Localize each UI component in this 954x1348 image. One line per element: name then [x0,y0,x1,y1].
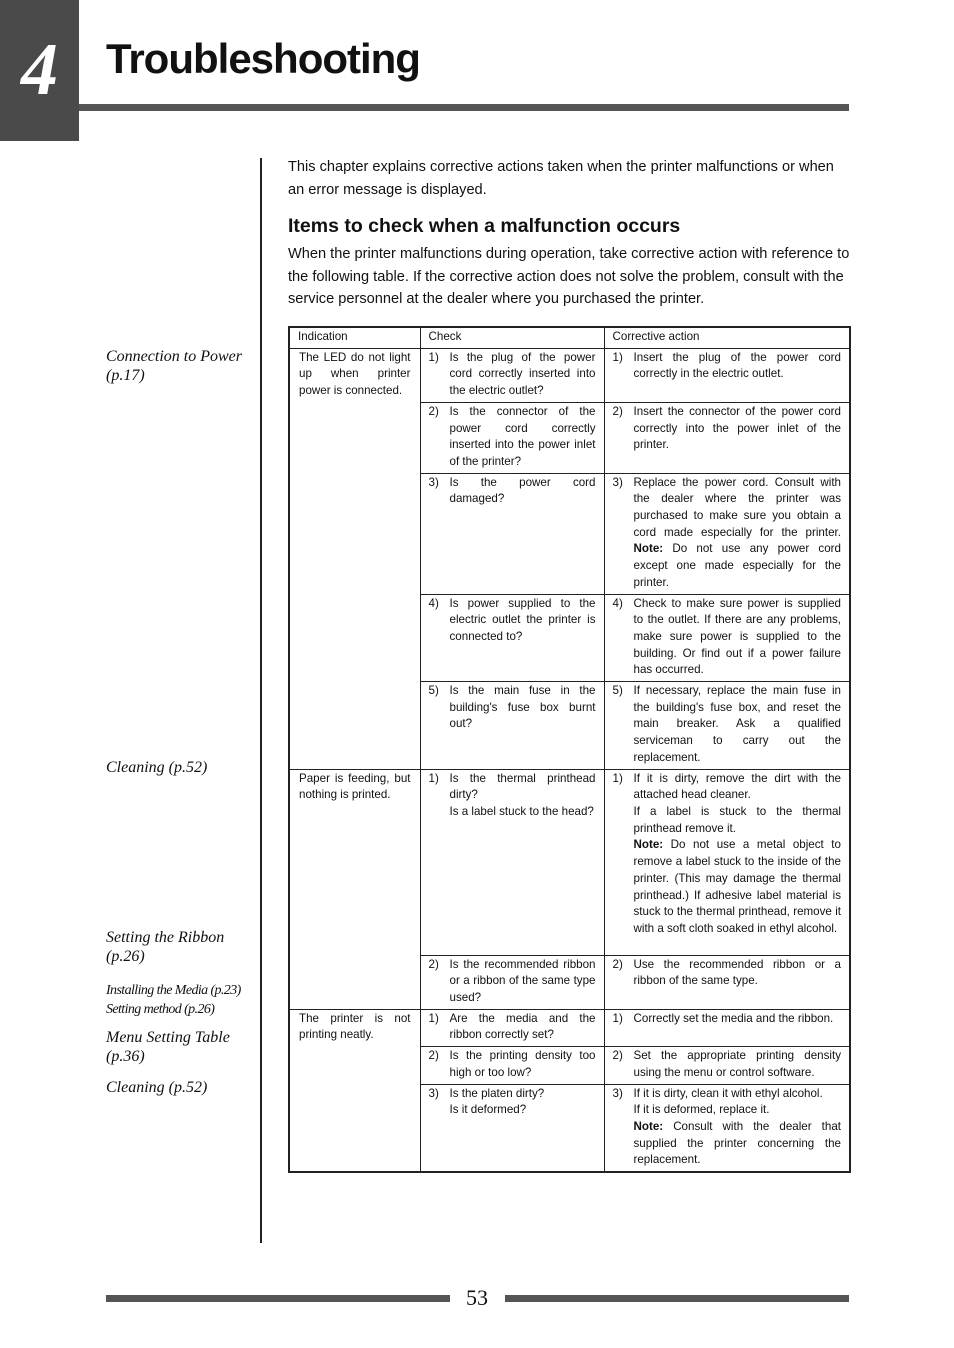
action-cell: 4) Check to make sure power is supplied to the outlet. If there are any problems, make sure power is supplied to the building. Or find out if a power failure has occurred. [604,594,850,682]
check-cell: 2) Is the printing density too high or too low? [420,1047,604,1084]
header-indication: Indication [289,327,420,348]
action-cell: 2) Insert the connector of the power cord correctly into the power inlet of the printer. [604,402,850,473]
section-heading: Items to check when a malfunction occurs [288,215,681,237]
header-check: Check [420,327,604,348]
check-cell: 1) Is the thermal printhead dirty? Is a label stuck to the head? [420,769,604,955]
indication-cell: The LED do not light up when printer power is connected. [289,348,420,769]
check-cell: 1) Is the plug of the power cord correctly inserted into the electric outlet? [420,348,604,402]
check-cell: 5) Is the main fuse in the building's fuse box burnt out? [420,682,604,770]
table-row [289,769,850,955]
action-cell: 1) If it is dirty, remove the dirt with the attached head cleaner. If a label is stuck to the thermal printhead remove it. Note: Do not use a metal object to remove a label stuck to the inside of the printer. (This may damage the thermal printhead.) If adhesive label material is stuck to the thermal printhead, remove it with a soft cloth soaked in ethyl alcohol. [604,769,850,955]
action-cell: 2) Set the appropriate printing density using the menu or control software. [604,1047,850,1084]
table-row [289,348,850,402]
title-rule [79,104,849,111]
footer-rule-right [505,1295,849,1302]
xref-cleaning[interactable]: Cleaning (p.52) [106,759,208,776]
xref-connection-to-power[interactable]: Connection to Power (p.17) [106,348,242,384]
action-cell: 1) Correctly set the media and the ribbon. [604,1009,850,1046]
check-cell: 2) Is the connector of the power cord correctly inserted into the power inlet of the printer? [420,402,604,473]
indication-cell: Paper is feeding, but nothing is printed. [289,769,420,1009]
action-cell: 2) Use the recommended ribbon or a ribbon of the same type. [604,955,850,1009]
check-cell: 1) Are the media and the ribbon correctly set? [420,1009,604,1046]
chapter-number-box: 4 [0,0,79,141]
page-title: Troubleshooting [106,35,420,82]
intro-paragraph: This chapter explains corrective actions taken when the printer malfunctions or when an error message is displayed. [288,159,834,198]
margin-divider [260,158,262,1243]
xref-installing-the-media[interactable]: Installing the Media (p.23) [106,983,241,998]
header-corrective-action: Corrective action [604,327,850,348]
indication-cell: The printer is not printing neatly. [289,1009,420,1172]
xref-cleaning-2[interactable]: Cleaning (p.52) [106,1079,208,1096]
check-cell: 3) Is the power cord damaged? [420,473,604,594]
check-cell: 3) Is the platen dirty? Is it deformed? [420,1084,604,1172]
action-cell: 3) Replace the power cord. Consult with the dealer where the printer was purchased to make sure you obtain a cord made especially for the printer. Note: Do not use any power cord except one made especially for the printer. [604,473,850,594]
page-number: 53 [466,1285,488,1310]
action-cell: 5) If necessary, replace the main fuse in the building's fuse box, and reset the main breaker. Ask a qualified serviceman to carry out the replacement. [604,682,850,770]
xref-setting-the-ribbon[interactable]: Setting the Ribbon (p.26) [106,929,225,965]
footer-rule-left [106,1295,450,1302]
action-cell: 3) If it is dirty, clean it with ethyl alcohol. If it is deformed, replace it. Note: Consult with the dealer that supplied the printer concerning the replacement. [604,1084,850,1172]
xref-menu-setting-table[interactable]: Menu Setting Table (p.36) [106,1029,230,1065]
troubleshooting-table [288,326,851,1173]
section-body: When the printer malfunctions during operation, take corrective action with reference to the following table. If the corrective action does not solve the problem, consult with the service personnel at the dealer where you purchased the printer. [288,246,850,307]
table-row [289,1009,850,1046]
table-header-row [289,327,850,348]
action-cell: 1) Insert the plug of the power cord correctly in the electric outlet. [604,348,850,402]
xref-setting-method[interactable]: Setting method (p.26) [106,1002,215,1017]
check-cell: 4) Is power supplied to the electric outlet the printer is connected to? [420,594,604,682]
check-cell: 2) Is the recommended ribbon or a ribbon of the same type used? [420,955,604,1009]
